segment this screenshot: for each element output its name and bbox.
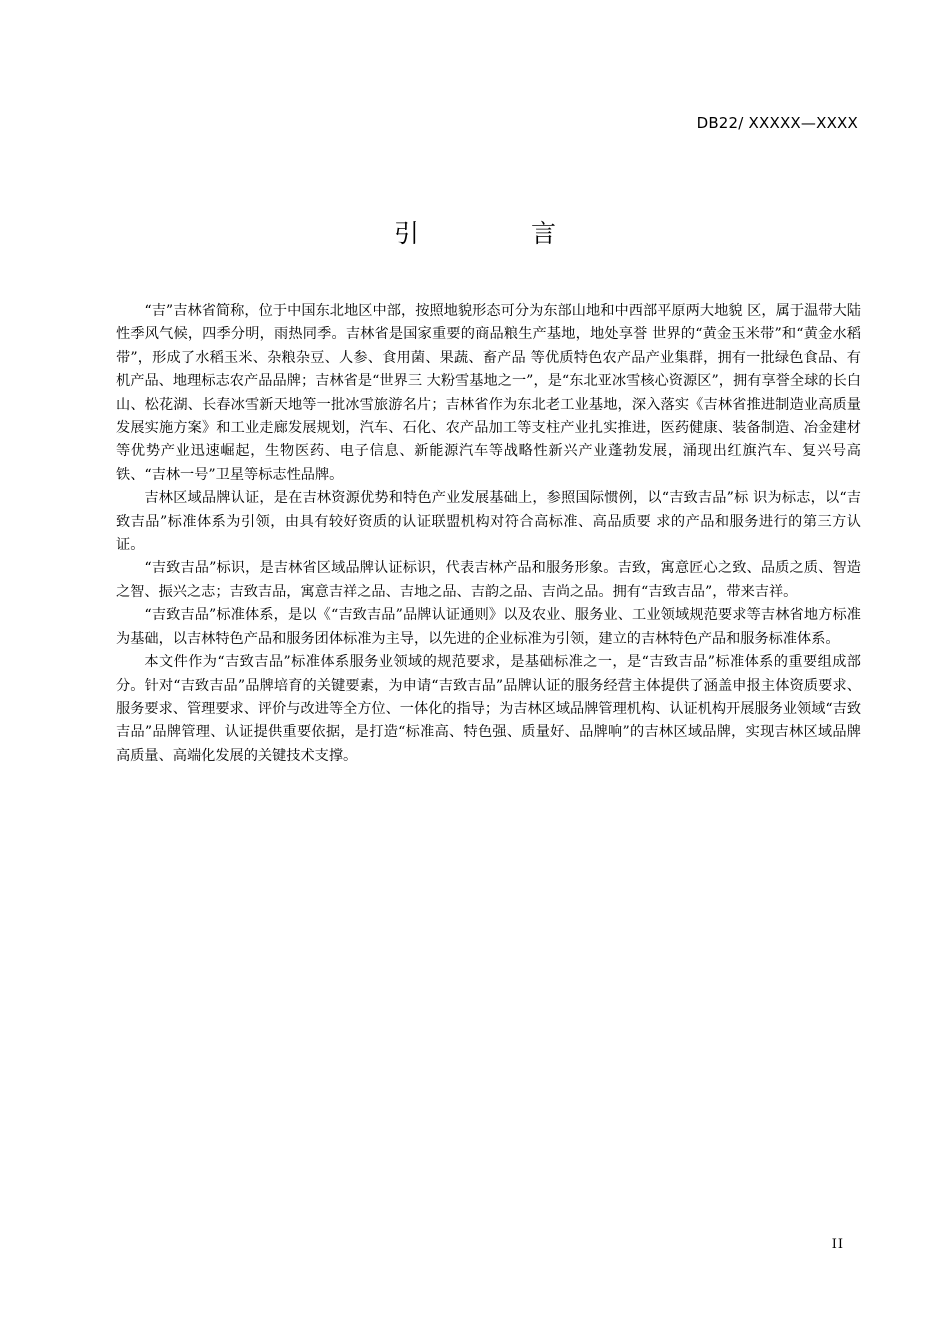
paragraph-brand-logo: “吉致吉品”标识，是吉林省区域品牌认证标识，代表吉林产品和服务形象。吉致，寓意匠心之致、品质之质、智造之智、振兴之志；吉致吉品，寓意吉祥之品、吉地之品、吉韵之品、吉尚之品。拥有“吉致吉品”，带来吉祥。 [116, 560, 861, 600]
paragraph-jilin-overview: “吉”吉林省简称，位于中国东北地区中部，按照地貌形态可分为东部山地和中西部平原两大地貌 区，属于温带大陆性季风气候，四季分明，雨热同季。吉林省是国家重要的商品粮生产基地，地处享誉 世界的“黄金玉米带”和“黄金水稻带”，形成了水稻玉米、杂粮杂豆、人参、食用菌、果蔬、畜产品 等优质特色农产品产业集群，拥有一批绿色食品、有机产品、地理标志农产品品牌；吉林省是“世界三 大粉雪基地之一”，是“东北亚冰雪核心资源区”，拥有享誉全球的长白山、松花湖、长春冰雪新天地等一批冰雪旅游名片；吉林省作为东北老工业基地，深入落实《吉林省推进制造业高质量发展实施方案》和工业走廊发展规划，汽车、石化、农产品加工等支柱产业扎实推进，医药健康、装备制造、冶金建材 等优势产业迅速崛起，生物医药、电子信息、新能源汽车等战略性新兴产业蓬勃发展，涌现出红旗汽车、复兴号高铁、“吉林一号”卫星等标志性品牌。 [116, 303, 861, 483]
page-number: II [831, 1237, 844, 1252]
document-body [116, 300, 861, 768]
paragraph-document-purpose: 本文件作为“吉致吉品”标准体系服务业领域的规范要求，是基础标准之一，是“吉致吉品”标准体系的重要组成部分。针对“吉致吉品”品牌培育的关键要素，为申请“吉致吉品”品牌认证的服务经营主体提供了涵盖申报主体资质要求、服务要求、管理要求、评价与改进等全方位、一体化的指导；为吉林区域品牌管理机构、认证机构开展服务业领域“吉致吉品”品牌管理、认证提供重要依据，是打造“标准高、特色强、质量好、品牌响”的吉林区域品牌，实现吉林区域品牌高质量、高端化发展的关键技术支撑。 [116, 654, 862, 764]
page-title: 引 言 [394, 219, 608, 248]
document-code: DB22/ XXXXX—XXXX [696, 114, 858, 132]
paragraph-brand-certification: 吉林区域品牌认证，是在吉林资源优势和特色产业发展基础上，参照国际惯例，以“吉致吉品”标 识为标志，以“吉致吉品”标准体系为引领，由具有较好资质的认证联盟机构对符合高标准、高品质要 求的产品和服务进行的第三方认证。 [116, 490, 861, 554]
paragraph-standard-system: “吉致吉品”标准体系，是以《“吉致吉品”品牌认证通则》以及农业、服务业、工业领域规范要求等吉林省地方标准为基础，以吉林特色产品和服务团体标准为主导，以先进的企业标准为引领，建立的吉林特色产品和服务标准体系。 [116, 607, 861, 647]
